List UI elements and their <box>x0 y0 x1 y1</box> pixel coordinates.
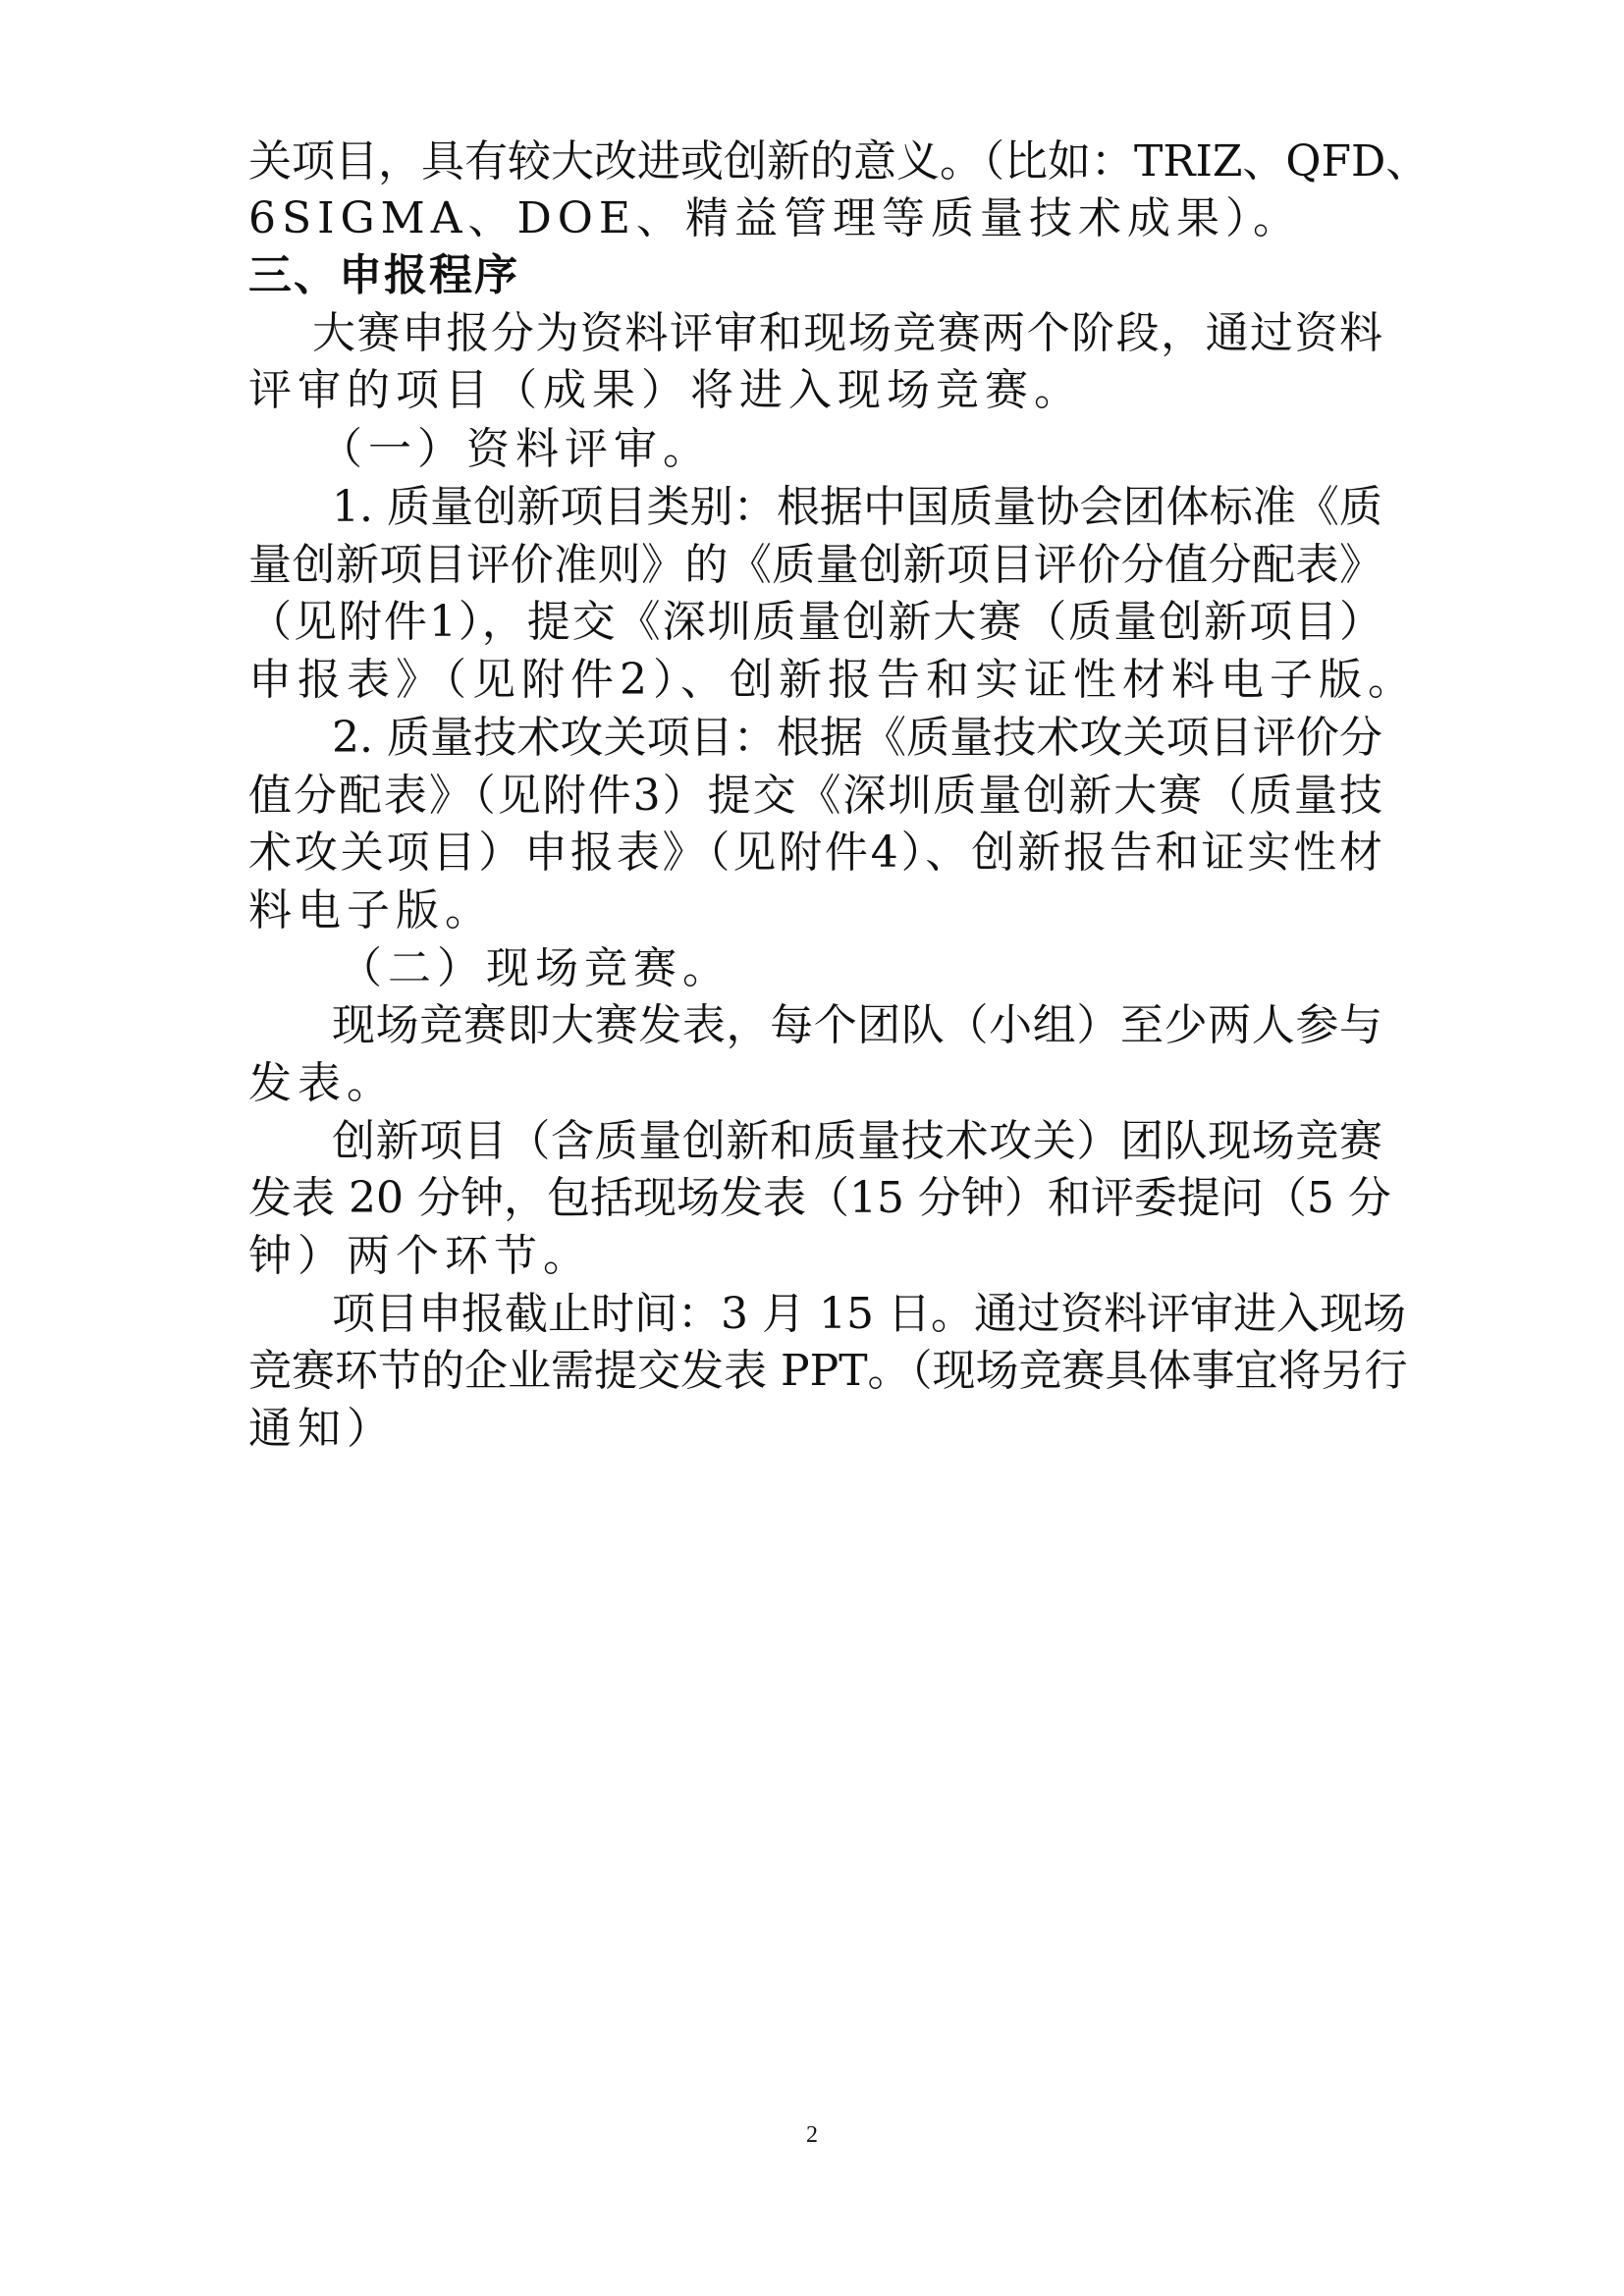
text-line: 2. 质量技术攻关项目：根据《质量技术攻关项目评价分 <box>332 713 1382 763</box>
text-line: 大赛申报分为资料评审和现场竞赛两个阶段，通过资料 <box>312 308 1382 358</box>
page-number: 2 <box>806 2122 818 2148</box>
text-line: 竞赛环节的企业需提交发表 PPT。（现场竞赛具体事宜将另行 <box>248 1346 1408 1396</box>
text-line: 申报表》（见附件2）、创新报告和实证性材料电子版。 <box>248 655 1417 705</box>
section-heading: 三、申报程序 <box>248 250 519 300</box>
text-line: 关项目，具有较大改进或创新的意义。（比如：TRIZ、QFD、 <box>248 136 1430 187</box>
text-line: 创新项目（含质量创新和质量技术攻关）团队现场竞赛 <box>332 1116 1382 1166</box>
text-line: 值分配表》（见附件3）提交《深圳质量创新大赛（质量技 <box>248 771 1382 821</box>
text-line: 钟）两个环节。 <box>248 1231 592 1281</box>
text-line: 6SIGMA、DOE、精益管理等质量技术成果）。 <box>248 193 1302 243</box>
text-line: 通知） <box>248 1404 396 1454</box>
text-line: 发表 20 分钟，包括现场发表（15 分钟）和评委提问（5 分 <box>248 1173 1391 1223</box>
text-line: 评审的项目（成果）将进入现场竞赛。 <box>248 365 1083 415</box>
subsection-heading: （一）资料评审。 <box>319 424 712 474</box>
text-line: 料电子版。 <box>248 885 494 935</box>
text-line: （见附件1），提交《深圳质量创新大赛（质量创新项目） <box>248 597 1382 647</box>
text-line: 发表。 <box>248 1058 396 1108</box>
text-line: 现场竞赛即大赛发表，每个团队（小组）至少两人参与 <box>332 1000 1382 1050</box>
text-line: 术攻关项目）申报表》（见附件4）、创新报告和证实性材 <box>248 828 1382 878</box>
subsection-heading: （二）现场竞赛。 <box>339 943 731 993</box>
text-line: 项目申报截止时间：3 月 15 日。通过资料评审进入现场 <box>332 1289 1406 1339</box>
text-line: 1. 质量创新项目类别：根据中国质量协会团体标准《质 <box>332 482 1382 532</box>
text-line: 量创新项目评价准则》的《质量创新项目评价分值分配表》 <box>248 540 1382 590</box>
